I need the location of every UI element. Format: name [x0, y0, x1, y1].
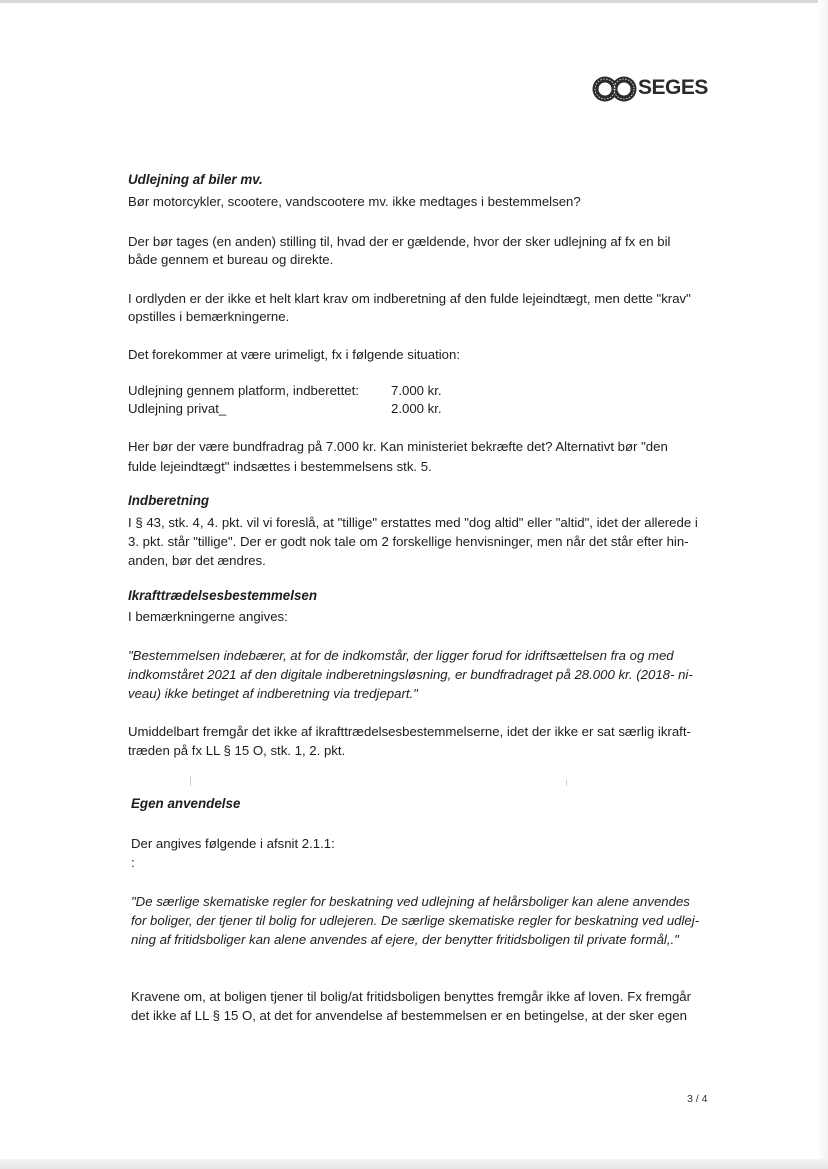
scan-edge-right [818, 0, 828, 1169]
heading-egen-anvendelse: Egen anvendelse [131, 796, 241, 811]
paragraph-bundfradrag-line-2: fulde lejeindtægt" indsættes i bestemmelsens stk. 5. [128, 459, 432, 474]
paragraph-afsnit: Der angives følgende i afsnit 2.1.1: [131, 836, 335, 851]
paragraph-bundfradrag-line-1: Her bør der være bundfradrag på 7.000 kr. Kan ministeriet bekræfte det? Alternativt bør "den [128, 439, 668, 454]
paragraph-umiddelbart-line-1: Umiddelbart fremgår det ikke af ikrafttrædelsesbestemmelserne, idet der ikke er sat særlig ikraft- [128, 724, 691, 739]
paragraph-stilling-line-1: Der bør tages (en anden) stilling til, hvad der er gældende, hvor der sker udlejning af fx en bil [128, 234, 671, 249]
paragraph-bemaerkningerne: I bemærkningerne angives: [128, 609, 288, 624]
quote-saerlige-line-2: for boliger, der tjener til bolig for udlejeren. De særlige skematiske regler for beskatning ved udlej- [131, 913, 700, 928]
heading-indberetning: Indberetning [128, 493, 210, 508]
page-number: 3 / 4 [687, 1093, 708, 1105]
paragraph-stilling-line-2: både gennem et bureau og direkte. [128, 252, 334, 267]
scan-speck [566, 780, 567, 786]
paragraph-kravene-line-2: det ikke af LL § 15 O, at det for anvendelse af bestemmelsen er en betingelse, at der sker egen [131, 1008, 687, 1023]
seges-logo [591, 74, 711, 104]
quote-saerlige-line-3: ning af fritidsboliger kan alene anvendes af ejere, der benytter fritidsboligen til private formål,." [131, 932, 679, 947]
quote-bestemmelsen-line-2: indkomståret 2021 af den digitale indberetningsløsning, er bundfradraget på 28.000 kr. (2018- ni- [128, 667, 693, 682]
quote-bestemmelsen-line-1: "Bestemmelsen indebærer, at for de indkomstår, der ligger forud for idriftsættelsen fra og med [128, 648, 674, 663]
quote-saerlige-line-1: "De særlige skematiske regler for beskatning ved udlejning af helårsboliger kan alene anvendes [131, 894, 690, 909]
scan-edge-top [0, 0, 828, 3]
stray-colon: : [131, 855, 135, 870]
scan-edge-bottom [0, 1159, 828, 1169]
paragraph-motorcykler: Bør motorcykler, scootere, vandscootere mv. ikke medtages i bestemmelsen? [128, 194, 581, 209]
paragraph-ordlyden-line-2: opstilles i bemærkningerne. [128, 309, 290, 324]
paragraph-ordlyden-line-1: I ordlyden er der ikke et helt klart krav om indberetning af den fulde lejeindtægt, men dette "krav" [128, 291, 691, 306]
paragraph-indberetning-line-3: anden, bør det ændres. [128, 553, 266, 568]
paragraph-umiddelbart-line-2: træden på fx LL § 15 O, stk. 1, 2. pkt. [128, 743, 346, 758]
heading-udlejning-af-biler: Udlejning af biler mv. [128, 172, 263, 187]
row-label-privat: Udlejning privat_ [128, 401, 227, 416]
row-amount-platform: 7.000 kr. [391, 383, 442, 398]
heading-ikrafttraedelse: Ikrafttrædelsesbestemmelsen [128, 588, 318, 603]
quote-bestemmelsen-line-3: veau) ikke betinget af indberetning via tredjepart." [128, 686, 418, 701]
scan-speck [190, 776, 191, 786]
logo-wordmark: SEGES [638, 76, 708, 99]
paragraph-kravene-line-1: Kravene om, at boligen tjener til bolig/at fritidsboligen benyttes fremgår ikke af loven. Fx fremgår [131, 989, 692, 1004]
paragraph-indberetning-line-1: I § 43, stk. 4, 4. pkt. vil vi foreslå, at "tillige" erstattes med "dog altid" eller "altid", idet der allerede i [128, 515, 698, 530]
row-label-platform: Udlejning gennem platform, indberettet: [128, 383, 359, 398]
seges-logo-mark-icon [591, 74, 639, 104]
paragraph-urimeligt: Det forekommer at være urimeligt, fx i følgende situation: [128, 347, 461, 362]
paragraph-indberetning-line-2: 3. pkt. står "tillige". Der er godt nok tale om 2 forskellige henvisninger, men når det står efter hin- [128, 534, 689, 549]
row-amount-privat: 2.000 kr. [391, 401, 442, 416]
